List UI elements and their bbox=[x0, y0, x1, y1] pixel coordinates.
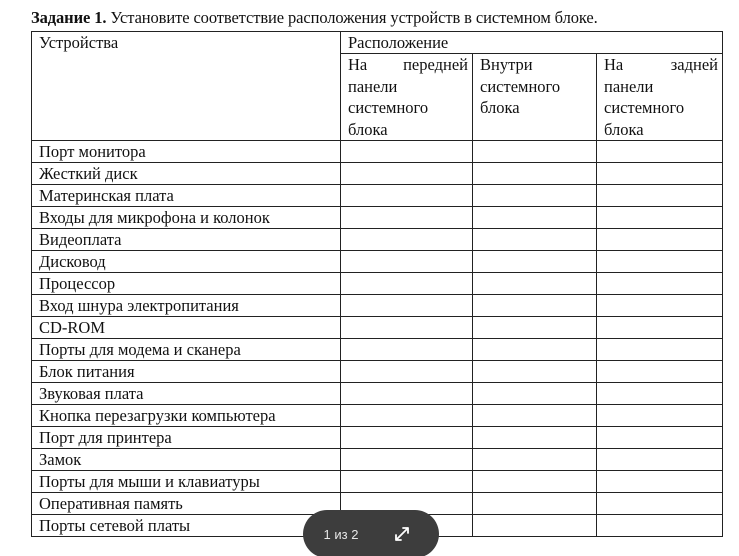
answer-cell-front[interactable] bbox=[341, 141, 473, 163]
answer-cell-front[interactable] bbox=[341, 295, 473, 317]
device-name: Жесткий диск bbox=[32, 163, 341, 185]
answer-cell-back[interactable] bbox=[597, 339, 723, 361]
device-name: Блок питания bbox=[32, 361, 341, 383]
header-location: Расположение bbox=[341, 32, 723, 54]
table-row bbox=[32, 251, 723, 273]
answer-cell-inside[interactable] bbox=[473, 471, 597, 493]
answer-cell-back[interactable] bbox=[597, 295, 723, 317]
answer-cell-front[interactable] bbox=[341, 207, 473, 229]
device-name: Порты для мыши и клавиатуры bbox=[32, 471, 341, 493]
table-row bbox=[32, 383, 723, 405]
page-pager bbox=[303, 510, 439, 556]
device-name: Порт для принтера bbox=[32, 427, 341, 449]
answer-cell-front[interactable] bbox=[341, 229, 473, 251]
subheader-back-line1: На задней bbox=[604, 55, 719, 74]
answer-cell-front[interactable] bbox=[341, 361, 473, 383]
answer-cell-front[interactable] bbox=[341, 383, 473, 405]
answer-cell-front[interactable] bbox=[341, 427, 473, 449]
expand-icon[interactable] bbox=[379, 511, 425, 556]
table-row bbox=[32, 163, 723, 185]
answer-cell-back[interactable] bbox=[597, 163, 723, 185]
device-name: CD-ROM bbox=[32, 317, 341, 339]
answer-cell-back[interactable] bbox=[597, 405, 723, 427]
device-name: Оперативная память bbox=[32, 493, 341, 515]
answer-cell-front[interactable] bbox=[341, 317, 473, 339]
subheader-front-line1: На передней bbox=[348, 55, 468, 74]
table-row bbox=[32, 427, 723, 449]
answer-cell-back[interactable] bbox=[597, 229, 723, 251]
answer-cell-inside[interactable] bbox=[473, 493, 597, 515]
subheader-inside: Внутри системного блока bbox=[473, 54, 597, 141]
table-row bbox=[32, 185, 723, 207]
device-name: Материнская плата bbox=[32, 185, 341, 207]
answer-cell-front[interactable] bbox=[341, 251, 473, 273]
table-row bbox=[32, 449, 723, 471]
answer-cell-inside[interactable] bbox=[473, 317, 597, 339]
answer-cell-back[interactable] bbox=[597, 207, 723, 229]
task-text: Установите соответствие расположения устройств в системном блоке. bbox=[106, 8, 598, 27]
answer-cell-inside[interactable] bbox=[473, 251, 597, 273]
answer-cell-back[interactable] bbox=[597, 141, 723, 163]
subheader-front-rest: панели системного блока bbox=[348, 76, 429, 139]
table-row bbox=[32, 295, 723, 317]
answer-cell-inside[interactable] bbox=[473, 515, 597, 537]
answer-cell-back[interactable] bbox=[597, 471, 723, 493]
task-title bbox=[31, 8, 598, 28]
page-counter: 1 из 2 bbox=[323, 526, 359, 542]
answer-cell-inside[interactable] bbox=[473, 141, 597, 163]
table-row bbox=[32, 273, 723, 295]
answer-cell-back[interactable] bbox=[597, 427, 723, 449]
expand-icon-svg bbox=[393, 525, 411, 543]
answer-cell-inside[interactable] bbox=[473, 383, 597, 405]
table-row bbox=[32, 405, 723, 427]
table-row bbox=[32, 207, 723, 229]
table-row bbox=[32, 471, 723, 493]
task-label: Задание 1. bbox=[31, 8, 107, 27]
answer-cell-inside[interactable] bbox=[473, 339, 597, 361]
header-row bbox=[32, 32, 723, 54]
answer-cell-back[interactable] bbox=[597, 493, 723, 515]
subheader-back-rest: панели системного блока bbox=[604, 76, 685, 139]
table-row bbox=[32, 229, 723, 251]
table-row bbox=[32, 141, 723, 163]
table-row bbox=[32, 361, 723, 383]
device-name: Порты сетевой платы bbox=[32, 515, 341, 537]
answer-cell-back[interactable] bbox=[597, 185, 723, 207]
answer-cell-back[interactable] bbox=[597, 251, 723, 273]
device-name: Порт монитора bbox=[32, 141, 341, 163]
device-name: Входы для микрофона и колонок bbox=[32, 207, 341, 229]
table-row bbox=[32, 317, 723, 339]
answer-cell-inside[interactable] bbox=[473, 207, 597, 229]
answer-cell-inside[interactable] bbox=[473, 295, 597, 317]
subheader-back bbox=[597, 54, 723, 141]
device-name: Видеоплата bbox=[32, 229, 341, 251]
answer-cell-inside[interactable] bbox=[473, 427, 597, 449]
answer-cell-back[interactable] bbox=[597, 317, 723, 339]
answer-cell-front[interactable] bbox=[341, 185, 473, 207]
answer-cell-front[interactable] bbox=[341, 339, 473, 361]
assignment-table bbox=[31, 31, 723, 537]
answer-cell-inside[interactable] bbox=[473, 163, 597, 185]
answer-cell-inside[interactable] bbox=[473, 449, 597, 471]
device-name: Порты для модема и сканера bbox=[32, 339, 341, 361]
device-name: Замок bbox=[32, 449, 341, 471]
answer-cell-inside[interactable] bbox=[473, 229, 597, 251]
answer-cell-back[interactable] bbox=[597, 273, 723, 295]
answer-cell-back[interactable] bbox=[597, 449, 723, 471]
device-name: Дисковод bbox=[32, 251, 341, 273]
answer-cell-inside[interactable] bbox=[473, 185, 597, 207]
answer-cell-inside[interactable] bbox=[473, 405, 597, 427]
answer-cell-back[interactable] bbox=[597, 515, 723, 537]
answer-cell-front[interactable] bbox=[341, 405, 473, 427]
subheader-front bbox=[341, 54, 473, 141]
answer-cell-front[interactable] bbox=[341, 449, 473, 471]
device-name: Звуковая плата bbox=[32, 383, 341, 405]
answer-cell-inside[interactable] bbox=[473, 273, 597, 295]
answer-cell-front[interactable] bbox=[341, 273, 473, 295]
device-name: Вход шнура электропитания bbox=[32, 295, 341, 317]
answer-cell-front[interactable] bbox=[341, 163, 473, 185]
answer-cell-inside[interactable] bbox=[473, 361, 597, 383]
answer-cell-front[interactable] bbox=[341, 471, 473, 493]
table-row bbox=[32, 339, 723, 361]
answer-cell-back[interactable] bbox=[597, 383, 723, 405]
answer-cell-back[interactable] bbox=[597, 361, 723, 383]
device-name: Кнопка перезагрузки компьютера bbox=[32, 405, 341, 427]
header-devices: Устройства bbox=[32, 32, 341, 141]
device-name: Процессор bbox=[32, 273, 341, 295]
